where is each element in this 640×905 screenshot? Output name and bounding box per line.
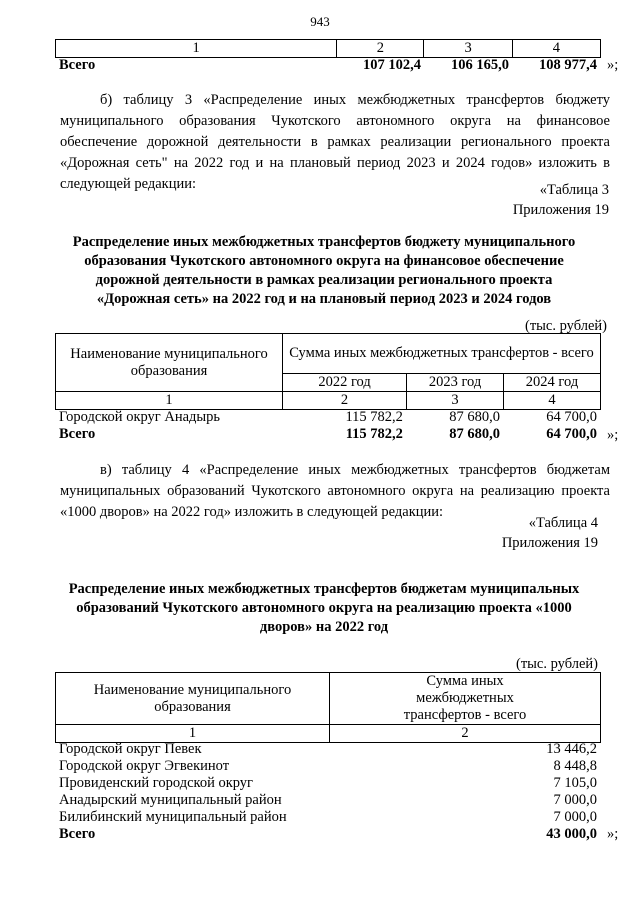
col-number: 2: [283, 392, 407, 410]
col-number: 4: [504, 392, 601, 410]
row-name: Городской округ Певек: [59, 741, 202, 757]
col-number: 2: [337, 40, 424, 58]
row-name: Городской округ Эгвекинот: [59, 758, 230, 774]
unit-label: (тыс. рублей): [525, 318, 607, 334]
row-name: Городской округ Анадырь: [59, 409, 221, 425]
title-line: образования Чукотского автономного округа на финансовое обеспечение: [84, 253, 564, 269]
row-value: 7 000,0: [553, 809, 597, 825]
row-value: 7 105,0: [553, 775, 597, 791]
header-year: 2023 год: [407, 374, 504, 392]
row-value: 7 000,0: [553, 792, 597, 808]
title-line: Распределение иных межбюджетных трансфертов бюджетам муниципальных: [68, 581, 580, 597]
header-name: Наименование муниципального образования: [56, 334, 283, 392]
table-row: [55, 775, 601, 792]
row-name: Анадырский муниципальный район: [59, 792, 282, 808]
total-row: [55, 426, 601, 443]
title-line: дорожной деятельности в рамках реализации регионального проекта: [95, 272, 553, 288]
table-row: [55, 741, 601, 758]
total-value: 107 102,4: [363, 57, 421, 73]
col-number: 3: [424, 40, 512, 58]
unit-label: (тыс. рублей): [516, 656, 598, 672]
col-number: 3: [407, 392, 504, 410]
row-value: 13 446,2: [546, 741, 597, 757]
title-line: дворов» на 2022 год: [259, 619, 389, 635]
header-sum: Сумма иных межбюджетных трансфертов - всего: [330, 673, 601, 725]
header-year: 2024 год: [504, 374, 601, 392]
total-value: 64 700,0: [546, 426, 597, 442]
total-label: Всего: [59, 57, 96, 73]
table3-title: [50, 233, 598, 309]
col-number: 1: [56, 392, 283, 410]
total-label: Всего: [59, 426, 96, 442]
table4-title: [50, 580, 598, 637]
table3-body: [55, 409, 601, 443]
header-sum: Сумма иных межбюджетных трансфертов - всего: [283, 334, 601, 374]
table4: [55, 672, 601, 743]
total-row: [55, 826, 601, 843]
title-line: Распределение иных межбюджетных трансфертов бюджету муниципального: [72, 234, 576, 250]
row-value: 64 700,0: [546, 409, 597, 425]
total-value: 106 165,0: [451, 57, 509, 73]
total-label: Всего: [59, 826, 96, 842]
table4-body: [55, 741, 601, 843]
top-table: [55, 39, 601, 58]
appendix-label: Приложения 19: [501, 535, 598, 551]
col-number: 2: [330, 725, 601, 743]
row-name: Билибинский муниципальный район: [59, 809, 287, 825]
header-year: 2022 год: [283, 374, 407, 392]
closing-quote: »;: [607, 826, 619, 842]
title-line: образований Чукотского автономного округа на реализацию проекта «1000: [76, 600, 572, 616]
title-line: «Дорожная сеть» на 2022 год и на плановый период 2023 и 2024 годов: [96, 291, 552, 307]
closing-quote: »;: [607, 427, 619, 443]
paragraph-b: б) таблицу 3 «Распределение иных межбюджетных трансфертов бюджету муниципального образования Чукотского автономного округа на финансовое обеспечение дорожной деятельности в рамках реализации регионального проекта «Дорожная сеть" на 2022 год и на плановый период 2023 и 2024 годов» изложить в следующей редакции:: [60, 92, 610, 192]
table3: [55, 333, 601, 410]
row-value: 8 448,8: [553, 758, 597, 774]
col-number: 4: [512, 40, 600, 58]
paragraph-v: в) таблицу 4 «Распределение иных межбюджетных трансфертов бюджетам муниципальных образований Чукотского автономного округа на реализацию проекта «1000 дворов» на 2022 год» изложить в следующей редакции:: [60, 462, 610, 520]
table-label: «Таблица 4: [528, 515, 598, 531]
row-name: Провиденский городской округ: [59, 775, 254, 791]
table-row: [55, 409, 601, 426]
total-value: 108 977,4: [539, 57, 597, 73]
row-value: 115 782,2: [345, 409, 403, 425]
col-number: 1: [56, 40, 337, 58]
col-number: 1: [56, 725, 330, 743]
table-row: [55, 809, 601, 826]
table-row: [55, 758, 601, 775]
table-label: «Таблица 3: [539, 182, 609, 198]
row-value: 87 680,0: [449, 409, 500, 425]
top-table-total: [55, 57, 601, 74]
page-number: 943: [310, 14, 330, 29]
appendix-label: Приложения 19: [512, 202, 609, 218]
total-value: 115 782,2: [345, 426, 403, 442]
closing-quote: »;: [607, 57, 619, 73]
table-row: [55, 792, 601, 809]
header-name: Наименование муниципального образования: [56, 673, 330, 725]
total-value: 43 000,0: [546, 826, 597, 842]
total-value: 87 680,0: [449, 426, 500, 442]
table3-reference: [513, 180, 609, 220]
table4-reference: [502, 513, 598, 553]
